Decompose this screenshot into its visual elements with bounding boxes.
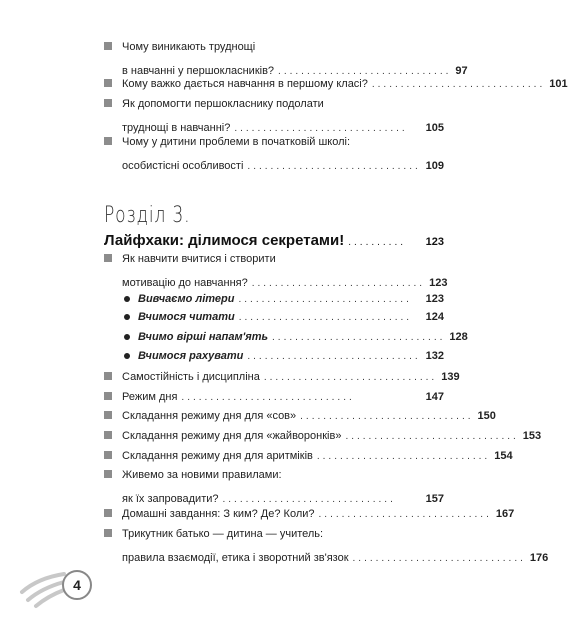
page-ref: 123 xyxy=(425,236,444,248)
round-bullet-icon xyxy=(124,314,130,320)
page-ref: 154 xyxy=(494,450,513,462)
square-bullet-icon xyxy=(104,79,112,87)
page-ref: 139 xyxy=(441,371,460,383)
chapter-heading: Розділ 3. xyxy=(104,203,191,228)
square-bullet-icon xyxy=(104,431,112,439)
page-ref: 147 xyxy=(425,391,444,403)
page-ref: 109 xyxy=(425,160,444,172)
toc-entry: Чому у дитини проблеми в початковій школі: особистісні особливості .............................. 109 xyxy=(104,135,444,174)
toc-entry: Режим дня .............................. 147 xyxy=(104,390,444,405)
entry-text: Як навчити вчитися і створити xyxy=(122,253,276,265)
toc-entry: Складання режиму дня для «жайворонків» .............................. 153 xyxy=(104,429,444,444)
toc-subentry: Вчимо вірші напам'ять .............................. 128 xyxy=(104,330,444,345)
entry-text: Кому важко дається навчання в першому класі? xyxy=(122,78,368,90)
toc-subentry: Вивчаємо літери .............................. 123 xyxy=(104,292,444,307)
square-bullet-icon xyxy=(104,509,112,517)
toc-entry: Самостійність і дисципліна .............................. 139 xyxy=(104,370,444,385)
entry-text: Самостійність і дисципліна xyxy=(122,371,260,383)
entry-text: Чому у дитини проблеми в початковій школі: xyxy=(122,136,351,148)
entry-text: труднощі в навчанні? xyxy=(122,122,231,134)
toc-entry: Складання режиму дня для «сов» .............................. 150 xyxy=(104,409,444,424)
toc-entry: Домашні завдання: З ким? Де? Коли? .............................. 167 xyxy=(104,507,444,522)
square-bullet-icon xyxy=(104,42,112,50)
entry-text: як їх запровадити? xyxy=(122,493,219,505)
toc-subentry: Вчимося читати .............................. 124 xyxy=(104,310,444,325)
section-title: Лайфхаки: ділимося секретами! .......... 123 xyxy=(104,232,444,249)
entry-text: Складання режиму дня для «сов» xyxy=(122,410,297,422)
subentry-text: Вчимося рахувати xyxy=(138,350,244,362)
entry-text: Складання режиму дня для аритміків xyxy=(122,450,313,462)
page-ref: 157 xyxy=(425,493,444,505)
page-ref: 167 xyxy=(495,508,515,520)
toc-entry: Складання режиму дня для аритміків .............................. 154 xyxy=(104,449,444,464)
entry-text: Як допомогти першокласнику подолати xyxy=(122,98,324,110)
entry-text: Режим дня xyxy=(122,391,178,403)
toc-subentry: Вчимося рахувати .............................. 132 xyxy=(104,349,444,364)
round-bullet-icon xyxy=(124,296,130,302)
round-bullet-icon xyxy=(124,353,130,359)
toc-entry: Чому виникають труднощі в навчанні у першокласників? .............................. 97 xyxy=(104,40,444,79)
page-ref: 153 xyxy=(522,430,542,442)
square-bullet-icon xyxy=(104,529,112,537)
entry-text: Складання режиму дня для «жайворонків» xyxy=(122,430,342,442)
page-ref: 128 xyxy=(449,331,468,343)
square-bullet-icon xyxy=(104,392,112,400)
entry-text: особистісні особливості xyxy=(122,160,244,172)
entry-text: Трикутник батько — дитина — учитель: xyxy=(122,528,324,540)
toc-entry: Як допомогти першокласнику подолати труднощі в навчанні? .............................. 105 xyxy=(104,97,444,136)
page-ref: 97 xyxy=(455,65,468,77)
page-ref: 123 xyxy=(425,293,444,305)
round-bullet-icon xyxy=(124,334,130,340)
page-ref: 176 xyxy=(529,552,549,564)
toc-entry: Кому важко дається навчання в першому класі? .............................. 101 xyxy=(104,77,444,92)
toc-entry: Живемо за новими правилами: як їх запровадити? .............................. 157 xyxy=(104,468,444,507)
entry-text: Живемо за новими правилами: xyxy=(122,469,282,481)
entry-text: Домашні завдання: З ким? Де? Коли? xyxy=(122,508,315,520)
entry-text: правила взаємодії, етика і зворотний зв'язок xyxy=(122,552,349,564)
square-bullet-icon xyxy=(104,137,112,145)
entry-text: мотивацію до навчання? xyxy=(122,277,248,289)
page-number: 4 xyxy=(62,570,92,600)
square-bullet-icon xyxy=(104,254,112,262)
square-bullet-icon xyxy=(104,372,112,380)
toc-entry: Як навчити вчитися і створити мотивацію до навчання? .............................. 123 xyxy=(104,252,444,291)
entry-text: в навчанні у першокласників? xyxy=(122,65,275,77)
square-bullet-icon xyxy=(104,451,112,459)
page-ref: 101 xyxy=(549,78,568,90)
section-title-text: Лайфхаки: ділимося секретами! xyxy=(104,232,345,249)
subentry-text: Вчимося читати xyxy=(138,311,235,323)
page-ref: 105 xyxy=(425,122,444,134)
subentry-text: Вчимо вірші напам'ять xyxy=(138,331,269,343)
page-ref: 150 xyxy=(477,410,496,422)
toc-entry: Трикутник батько — дитина — учитель: правила взаємодії, етика і зворотний зв'язок .............................. 176 xyxy=(104,527,444,566)
entry-text: Чому виникають труднощі xyxy=(122,41,256,53)
page-ref: 123 xyxy=(429,277,448,289)
square-bullet-icon xyxy=(104,411,112,419)
square-bullet-icon xyxy=(104,470,112,478)
subentry-text: Вивчаємо літери xyxy=(138,293,235,305)
square-bullet-icon xyxy=(104,99,112,107)
page-ref: 132 xyxy=(425,350,444,362)
page-ref: 124 xyxy=(425,311,444,323)
